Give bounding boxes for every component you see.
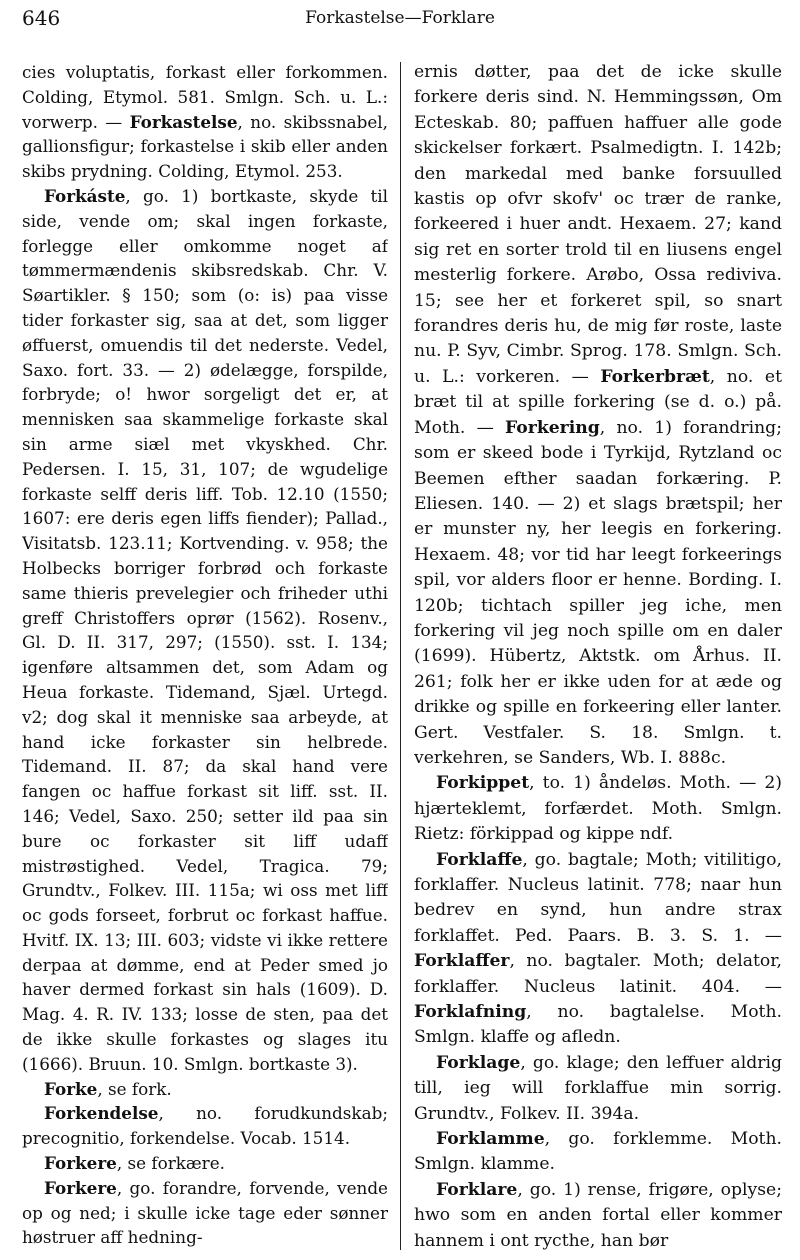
headword: Forklare xyxy=(436,1179,518,1200)
entry-text: cies voluptatis, forkast eller forkommen. Colding, Etymol. 581. Smlgn. Sch. u. L.: vorwerp. — xyxy=(22,62,388,132)
dictionary-entry xyxy=(22,184,388,1077)
dictionary-entry xyxy=(414,1178,782,1254)
dictionary-entry xyxy=(22,1151,388,1176)
entry-text: , no. et bræt til at spille forkering (se d. o.) på. Moth. — xyxy=(414,366,782,438)
headword: Forkerbræt xyxy=(600,366,710,387)
dictionary-entry xyxy=(22,1077,388,1102)
entry-text: , se forkære. xyxy=(116,1153,225,1174)
dictionary-entry xyxy=(414,771,782,847)
headword: Forkendelse xyxy=(44,1103,159,1124)
dictionary-entry xyxy=(414,1127,782,1178)
dictionary-entry xyxy=(414,60,782,771)
entry-text: , no. bagtalelse. Moth. Smlgn. klaffe og afledn. xyxy=(414,1002,782,1048)
headword: Forklaffer xyxy=(414,951,510,972)
entry-text: , go. 1) rense, frigøre, oplyse; hwo som en anden fortal eller kommer hannem i ont rycthe, han bør xyxy=(414,1179,782,1251)
headword: Forklage xyxy=(436,1052,521,1073)
entry-text: , go. forklemme. Moth. Smlgn. klamme. xyxy=(414,1129,782,1175)
headword: Forklafning xyxy=(414,1002,527,1023)
dictionary-entry xyxy=(22,1176,388,1250)
left-column xyxy=(22,60,388,1254)
entry-text: , no. bagtaler. Moth; delator, forklaffer. Nucleus latinit. 404. — xyxy=(414,951,782,997)
dictionary-entry xyxy=(414,1051,782,1127)
page-header xyxy=(22,6,778,40)
entry-text: , no. forudkundskab; precognitio, forkendelse. Vocab. 1514. xyxy=(22,1103,388,1149)
entry-text: , go. forandre, forvende, vende op og ned; i skulle icke tage eder sønner høstruer aff hedning- xyxy=(22,1177,388,1248)
headword: Forkastelse xyxy=(129,111,238,132)
entry-text: , go. klage; den leffuer aldrig till, ieg will forklaffue min sorrig. Grundtv., Folkev. II. 394a. xyxy=(414,1052,782,1124)
headword: Forkering xyxy=(505,417,600,438)
column-divider xyxy=(400,62,401,1250)
entry-text: ernis døtter, paa det de icke skulle forkere deris sind. N. Hemmingssøn, Om Ecteskab. 80; paffuen haffuer alle gode skickelser forkært. Psalmedigtn. I. 142b; den markedal med banke forsuulled kastis op ofvr skofv' oc trær de ranke, forkeered i huer andt. Hexaem. 27; kand sig ret en sorter trold til en liusens engel mesterlig forkere. Arøbo, Ossa rediviva. 15; see her et forkeret spil, so snart forandres deris hu, de mig før roste, laste nu. P. Syv, Cimbr. Sprog. 178. Smlgn. Sch. u. L.: vorkeren. — xyxy=(414,62,782,387)
dictionary-entry xyxy=(414,848,782,1051)
dictionary-entry xyxy=(22,1101,388,1151)
entry-text: , to. 1) åndeløs. Moth. — 2) hjærteklemt, forfærdet. Moth. Smlgn. Rietz: förkippad og kippe ndf. xyxy=(414,773,782,845)
running-head: Forkastelse—Forklare xyxy=(305,8,495,28)
headword: Forkere xyxy=(44,1153,117,1174)
dictionary-entry xyxy=(22,60,388,184)
headword: Forkippet xyxy=(436,773,530,794)
entry-text: , no. 1) forandring; som er skeed bode i Tyrkijd, Rytzland oc Beemen efther saadan forkæring. P. Eliesen. 140. — 2) et slags brætspil; her er munster ny, her leegis en forkering. Hexaem. 48; vor tid har leegt forkeerings spil, vor alders floor er henne. Bording. I. 120b; tichtach spiller jeg iche, men forkering vil jeg noch spille om en daler (1699). Hübertz, Aktstk. om Århus. II. 261; folk her er ikke uden for at æde og drikke og spille en forkeering eller lanter. Gert. Vestfaler. S. 18. Smlgn. t. verkehren, se Sanders, Wb. I. 888c. xyxy=(414,417,782,768)
headword: Forklamme xyxy=(436,1129,545,1150)
entry-text: , se fork. xyxy=(97,1078,172,1099)
page-number: 646 xyxy=(22,6,61,30)
right-column xyxy=(414,60,782,1254)
headword: Forkere xyxy=(44,1177,117,1198)
entry-text: , go. bagtale; Moth; vitilitigo, forklaffer. Nucleus latinit. 778; naar hun bedrev en synd, hun andre strax forklaffet. Ped. Paars. B. 3. S. 1. — xyxy=(414,849,782,946)
headword: Forke xyxy=(44,1078,98,1099)
entry-text: , no. skibssnabel, gallionsfigur; forkastelse i skib eller anden skibs prydning. Colding, Etymol. 253. xyxy=(22,111,388,182)
entry-text: , go. 1) bortkaste, skyde til side, vende om; skal ingen forkaste, forlegge eller omkomme noget af tømmermændenis skibsredskab. Chr. V. Søartikler. § 150; som (o: is) paa visse tider forkaster sig, saa at det, som ligger øffuerst, omuendis til det nederste. Vedel, Saxo. fort. 33. — 2) ødelægge, forspilde, forbryde; o! hwor sorgeligt det er, at mennisken saa skammelige forkaste skal sin arme siæl met vkyskhed. Chr. Pedersen. I. 15, 31, 107; de wgudelige forkaste selff deris liff. Tob. 12.10 (1550; 1607: ere deris egen liffs fiender); Pallad., Visitatsb. 123.11; Kortvending. v. 958; the Holbecks borriger forbrød och forkaste same thieris prevelegier och friheder uthi greff Christoffers oprør (1562). Rosenv., Gl. D. II. 317, 297; (1550). sst. I. 134; igenføre altsammen det, som Adam og Heua forkaste. Tidemand, Sjæl. Urtegd. v2; dog skal it menniske saa arbeyde, at hand icke forkaster sin helbrede. Tidemand. II. 87; da skal hand vere fangen oc haffue forkast sit liff. sst. II. 146; Vedel, Saxo. 250; setter ild paa sin bure oc forkaster sit liff udaff mistrøstighed. Vedel, Tragica. 79; Grundtv., Folkev. III. 115a; wi oss met liff oc gods forseet, forbrut oc forkast haffue. Hvitf. IX. 13; III. 603; vidste vi ikke rettere derpaa at dømme, end at Peder smed jo haver dermed forkast sin hals (1609). D. Mag. 4. R. IV. 133; losse de sten, paa det de ikke skulle forkastes og slages itu (1666). Bruun. 10. Smlgn. bortkaste 3). xyxy=(22,185,388,1074)
headword: Forklaffe xyxy=(436,849,523,870)
headword: Forkáste xyxy=(44,185,126,206)
